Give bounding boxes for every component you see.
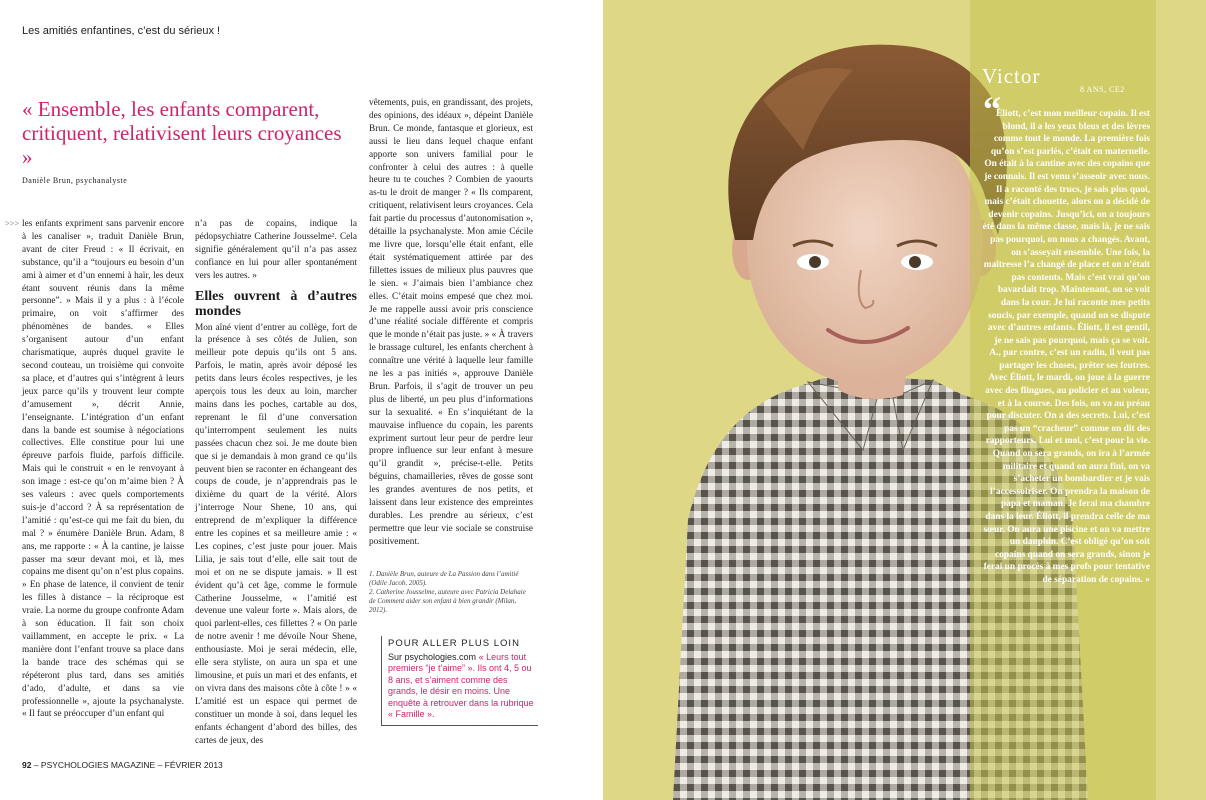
footer-text: – PSYCHOLOGIES MAGAZINE – FÉVRIER 2013: [31, 760, 223, 770]
subheading: Elles ouvrent à d’autres mondes: [195, 288, 357, 319]
article-column-3: [369, 97, 533, 549]
right-page: [603, 0, 1206, 800]
child-age: 8 ANS, CE2: [1080, 85, 1125, 94]
footnote-2: 2. Catherine Jousselme, auteure avec Patricia Delahaie de Comment aider son enfant à bien grandir (Milan, 2012).: [369, 588, 526, 614]
article-text: n’a pas de copains, indique la pédopsychiatre Catherine Jousselme². Cela signifie généralement qu’il n’a pas assez confiance en lui pour aller spontanément vers les autres. »: [195, 219, 357, 281]
pullquote: « Ensemble, les enfants comparent, critiquent, relativisent leurs croyances »: [22, 97, 342, 169]
article-text: les enfants expriment sans parvenir encore à les canaliser », traduit Danièle Brun, avant de citer Freud : « Il écrivait, en substance, qu’il a “toujours eu besoin d’un ami à aimer et d’un ennemi à haïr, les deux étant souvent réunis dans la même personne”. » Mais il y a plus : à l’école primaire, on voit s’affirmer des phénomènes de bandes. « Elles s’organisent autour d’un enfant charismatique, auprès duquel gravite le second couteau, un troisième qui convoite sa place, et d’autres qui s’intègrent à leurs jeux parce qu’ils y trouvent leur compte d’amusement », décrit Annie, l’enseignante. L’intégration d’un enfant dans la bande est soumise à négociations collectives. Elle constitue pour lui une épreuve parfois fluide, parfois difficile. Mais qui le construit « en le renvoyant à son image : est-ce qu’on m’aime bien ? À ses valeurs : avec quels comportements suis-je d’accord ? À sa représentation de l’amitié : qu’est-ce qui me fait du bien, du mal ? » énumère Danièle Brun. Adam, 8 ans, me rapporte : « À la cantine, je laisse passer ma sœur devant moi, et là, mes copains me disent qu’on n’est plus copains. » En phase de latence, il convient de tenir les filles à distance – la réciproque est vraie. La norme du groupe confronte Adam à son éducation. Il fait son choix vaillamment, en accepte le prix. « La manière dont l’enfant trouve sa place dans la bande trace des schémas qui se répéteront plus tard, dans ses amitiés d’ado, d’adulte, et dans sa vie professionnelle », ajoute la psychanalyste. « Il faut se préoccuper d’un enfant qui: [22, 219, 184, 720]
section-label: Les amitiés enfantines, c’est du sérieux !: [22, 25, 221, 37]
footnote-1: 1. Danièle Brun, auteure de La Passion dans l’amitié (Odile Jacob, 2005).: [369, 570, 519, 587]
child-name: Victor: [982, 64, 1041, 88]
page-footer: [22, 760, 223, 770]
article-text: vêtements, puis, en grandissant, des projets, des opinions, des idéaux », dépeint Danièle Brun. Ce monde, fantasque et glorieux, est aussi le lieu dans lequel chaque enfant apporte son univers familial pour le confronter à celui des autres : à quelle heure tu te couches ? Combien de yaourts as-tu le droit de manger ? « Ils comparent, critiquent, relativisent leurs croyances. Cela fait partie du processus d’autonomisation », détaille la psychanalyste. Mon amie Cécile me livre que, lorsqu’elle était enfant, elle était systématiquement attirée par des fillettes issues de milieux plus pauvres que le sien. « J’aimais bien l’ambiance chez elles. C’était moins empesé que chez moi. Je me rappelle aussi avoir pris conscience d’une réalité sociale différente et compris que le monde n’était pas juste. » « À travers le brassage culturel, les enfants cherchent à connaître une vérité à laquelle leur famille ne les a pas initiés », approuve Danièle Brun. Parfois, il s’agit de trouver un peu plus de liberté, un peu plus d’informations sur la sexualité. « En s’inquiétant de la mauvaise influence du copain, les parents expriment surtout leur peur de perdre leur propre influence sur leur enfant à mesure qu’il grandit », précise-t-elle. Petits béguins, chamailleries, rêves de gosse sont les grandes aventures de nos petits, et laissent dans leur existence des empreintes durables. Les prendre au sérieux, c’est permettre que leur vie sociale se construise positivement.: [369, 98, 533, 547]
continuation-arrows: >>>: [5, 219, 20, 228]
website-link[interactable]: Sur psychologies.com: [388, 651, 477, 662]
article-column-2: [195, 218, 357, 747]
further-reading-text: « Leurs tout premiers “je t’aime” ». Ils ont 4, 5 ou 8 ans, et s’aiment comme des grands, le désir en moins. Une enquête à retrouver dans la rubrique « Famille ».: [388, 651, 534, 719]
footnotes: [369, 570, 533, 615]
quote-credit: Danièle Brun, psychanalyste: [22, 176, 128, 185]
article-column-1: [22, 218, 184, 721]
further-reading-title: POUR ALLER PLUS LOIN: [388, 638, 520, 649]
page-number: 92: [22, 760, 32, 770]
further-reading-box: [381, 636, 538, 726]
quote-mark-icon: “: [983, 89, 1001, 129]
child-quote: Éliott, c’est mon meilleur copain. Il est blond, il a les yeux bleus et des lèvres comme tout le monde. La première fois qu’on s’est parlés, c’était en maternelle. On était à la cantine avec des copains que je connais. Il est venu s’asseoir avec nous. Il a raconté des trucs, je sais plus quoi, mais c’était chouette, alors on a décidé de devenir copains. Jusqu’ici, on a toujours été dans la même classe, mais là, je ne sais pas pourquoi, on nous a changés. Avant, on s’asseyait ensemble. Une fois, la maîtresse l’a changé de place et on n’était pas contents. Mais c’est vrai qu’on bavardait trop. Maintenant, on se voit dans la cour. Je lui raconte mes petits soucis, par exemple, quand on se dispute avec d’autres enfants. Éliott, il est gentil, je ne sais pas pourquoi, mais ça se voit. A., par contre, c’est un radin, il veut pas partager les choses, prêter ses feutres. Avec Éliott, le mardi, on joue à la guerre avec des flingues, au policier et au voleur, et à la course. Des fois, on va au préau pour discuter. On a des secrets. Lui, c’est pas un “cracheur” comme on dit des rapporteurs. Lui et moi, c’est pour la vie. Quand on sera grands, on ira à l’armée militaire et quand on aura fini, on va s’acheter un bombardier et je vais l’accessoiriser. On prendra la maison de papa et maman. Je ferai ma chambre dans la leur. Éliott, il prendra celle de ma sœur. On aura une piscine et on va mettre un dauphin. C’est obligé qu’on soit copains quand on sera grands, sinon je ferai un procès à mes profs pour tentative de séparation de copains. »: [982, 109, 1150, 585]
article-text: Mon aîné vient d’entrer au collège, fort de la présence à ses côtés de Julien, son meilleur pote depuis qu’ils ont 5 ans. Parfois, le matin, après avoir déposé les petits dans leurs écoles respectives, je les aperçois tous les deux au loin, marcher mains dans les poches, cartable au dos, reprenant le fil d’une conversation qu’interrompent seulement les nuits passées chacun chez soi. Je me doute bien que si je demandais à mon grand ce qu’ils peuvent bien se raconter en échangeant des coups de coude, je n’apprendrais pas le dixième du quart de la vérité. Alors j’interroge Nour Shene, 10 ans, qui entreprend de m’expliquer la différence entre les copines et sa meilleure amie : « Les copines, c’est juste pour jouer. Mais Lilia, je sais tout d’elle, elle sait tout de moi et on ne se dispute jamais. » Il est évident qu’à cet âge, comme le formule Catherine Jousselme, « l’amitié est devenue une valeur forte ». Mais alors, de quoi parlent-elles, ces fillettes ? « On parle de notre avenir ! me dévoile Nour Shene, enthousiaste. Moi je serai médecin, elle, elle sera styliste, on aura un spa et une limousine, et puis un mari et des enfants, et on vivra dans des maisons côte à côte ! » « L’amitié est un espace qui permet de constituer un monde à soi, dans lequel les enfants échangent d’abord des billes, des cartes de jeux, des: [195, 322, 357, 746]
